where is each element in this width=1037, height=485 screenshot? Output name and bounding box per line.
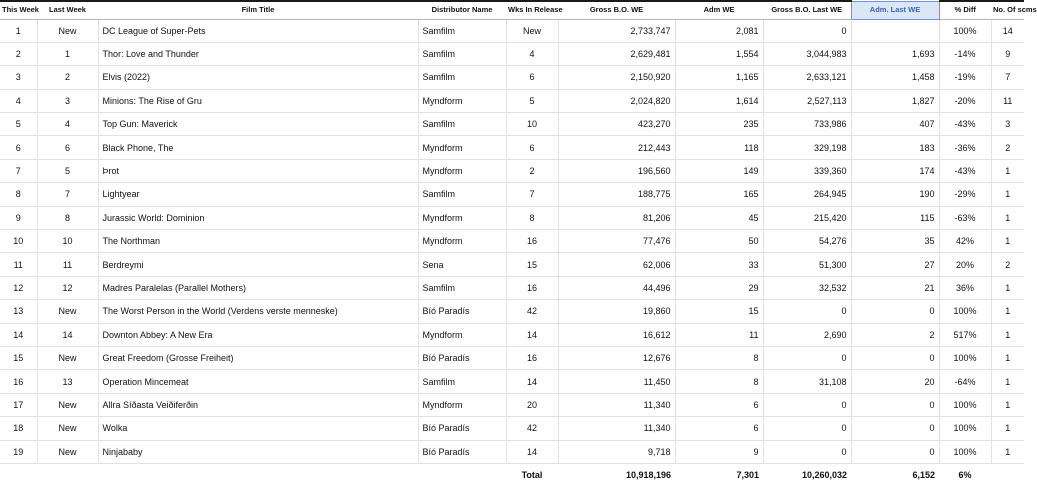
cell-adm-last-we[interactable]: 183 [851,136,939,159]
cell-no-of-scms[interactable]: 1 [991,393,1024,416]
table-row[interactable] [0,230,1024,253]
cell-gross-bo-last-we[interactable]: 2,690 [763,323,851,346]
cell-pct-diff[interactable]: -19% [939,66,991,89]
cell-adm-we[interactable]: 33 [675,253,763,276]
header-adm-last-we[interactable]: Adm. Last WE [851,1,939,19]
cell-adm-we[interactable]: 15 [675,300,763,323]
cell-no-of-scms[interactable]: 2 [991,253,1024,276]
cell-adm-we[interactable]: 45 [675,206,763,229]
cell-gross-bo-last-we[interactable]: 54,276 [763,230,851,253]
table-header [0,1,1037,19]
cell-film-title[interactable]: Allra Síðasta Veiðiferðin [98,393,418,416]
cell-gross-bo-we[interactable]: 12,676 [558,346,675,369]
cell-wks-in-release[interactable]: 16 [506,346,558,369]
cell-distributor[interactable]: Myndform [418,89,506,112]
cell-gross-bo-we[interactable]: 188,775 [558,183,675,206]
cell-wks-in-release[interactable]: 5 [506,89,558,112]
table-row[interactable] [0,136,1024,159]
cell-adm-we[interactable]: 1,165 [675,66,763,89]
cell-film-title[interactable]: Madres Paralelas (Parallel Mothers) [98,276,418,299]
cell-pct-diff[interactable]: 36% [939,276,991,299]
table-row[interactable] [0,113,1024,136]
cell-gross-bo-last-we[interactable]: 0 [763,417,851,440]
cell-adm-last-we[interactable]: 2 [851,323,939,346]
cell-this-week[interactable]: 2 [0,42,37,65]
cell-distributor[interactable]: Bíó Paradís [418,346,506,369]
cell-film-title[interactable]: Lightyear [98,183,418,206]
cell-wks-in-release[interactable]: 14 [506,440,558,463]
cell-this-week[interactable]: 5 [0,113,37,136]
cell-no-of-scms[interactable]: 1 [991,276,1024,299]
cell-last-week[interactable]: 13 [37,370,98,393]
cell-gross-bo-last-we[interactable]: 0 [763,300,851,323]
cell-distributor[interactable]: Bíó Paradís [418,300,506,323]
cell-distributor[interactable]: Myndform [418,230,506,253]
cell-distributor[interactable]: Bíó Paradís [418,440,506,463]
cell-gross-bo-last-we[interactable]: 0 [763,346,851,369]
cell-no-of-scms[interactable]: 1 [991,230,1024,253]
cell-gross-bo-last-we[interactable]: 733,986 [763,113,851,136]
cell-wks-in-release[interactable]: 15 [506,253,558,276]
cell-gross-bo-last-we[interactable]: 3,044,983 [763,42,851,65]
cell-gross-bo-we[interactable]: 2,024,820 [558,89,675,112]
header-last-week[interactable]: Last Week [37,1,98,19]
table-row[interactable] [0,42,1024,65]
cell-wks-in-release[interactable]: 16 [506,230,558,253]
cell-distributor[interactable]: Bíó Paradís [418,417,506,440]
total-adm[interactable]: 7,301 [736,469,759,480]
table-row[interactable] [0,206,1024,229]
cell-last-week[interactable]: New [37,440,98,463]
table-row[interactable] [0,440,1024,463]
cell-this-week[interactable]: 10 [0,230,37,253]
cell-gross-bo-last-we[interactable]: 0 [763,393,851,416]
cell-distributor[interactable]: Myndform [418,136,506,159]
cell-gross-bo-last-we[interactable]: 0 [763,19,851,42]
cell-gross-bo-last-we[interactable]: 31,108 [763,370,851,393]
header-pct-diff[interactable]: % Diff [939,1,991,19]
cell-adm-we[interactable]: 6 [675,393,763,416]
cell-film-title[interactable]: Ninjababy [98,440,418,463]
cell-last-week[interactable]: New [37,393,98,416]
cell-last-week[interactable]: 11 [37,253,98,276]
cell-film-title[interactable]: Þrot [98,159,418,182]
cell-gross-bo-last-we[interactable]: 51,300 [763,253,851,276]
cell-gross-bo-we[interactable]: 62,006 [558,253,675,276]
cell-gross-bo-we[interactable]: 81,206 [558,206,675,229]
cell-film-title[interactable]: Top Gun: Maverick [98,113,418,136]
cell-gross-bo-we[interactable]: 19,860 [558,300,675,323]
cell-pct-diff[interactable]: -64% [939,370,991,393]
cell-wks-in-release[interactable]: 16 [506,276,558,299]
table-footer [0,463,1024,485]
total-diff[interactable]: 6% [958,469,972,480]
cell-no-of-scms[interactable]: 3 [991,113,1024,136]
cell-last-week[interactable]: 1 [37,42,98,65]
cell-wks-in-release[interactable]: 4 [506,42,558,65]
table-row[interactable] [0,370,1024,393]
cell-gross-bo-we[interactable]: 2,150,920 [558,66,675,89]
table-row[interactable] [0,393,1024,416]
cell-distributor[interactable]: Samfilm [418,370,506,393]
cell-film-title[interactable]: The Northman [98,230,418,253]
cell-distributor[interactable]: Myndform [418,206,506,229]
cell-no-of-scms[interactable]: 1 [991,370,1024,393]
cell-pct-diff[interactable]: -63% [939,206,991,229]
cell-no-of-scms[interactable]: 11 [991,89,1024,112]
cell-no-of-scms[interactable]: 14 [991,19,1024,42]
cell-adm-last-we[interactable]: 1,693 [851,42,939,65]
cell-last-week[interactable]: 8 [37,206,98,229]
cell-adm-last-we[interactable]: 0 [851,440,939,463]
cell-adm-last-we[interactable]: 115 [851,206,939,229]
cell-no-of-scms[interactable]: 1 [991,417,1024,440]
cell-adm-we[interactable]: 9 [675,440,763,463]
cell-gross-bo-we[interactable]: 2,629,481 [558,42,675,65]
cell-adm-we[interactable]: 235 [675,113,763,136]
cell-wks-in-release[interactable]: 42 [506,417,558,440]
cell-adm-last-we[interactable]: 0 [851,393,939,416]
cell-gross-bo-we[interactable]: 16,612 [558,323,675,346]
cell-distributor[interactable]: Myndform [418,323,506,346]
cell-no-of-scms[interactable]: 1 [991,346,1024,369]
cell-last-week[interactable]: New [37,19,98,42]
cell-adm-last-we[interactable]: 1,827 [851,89,939,112]
cell-adm-last-we[interactable]: 21 [851,276,939,299]
cell-film-title[interactable]: Operation Mincemeat [98,370,418,393]
cell-pct-diff[interactable]: 100% [939,440,991,463]
table-row[interactable] [0,89,1024,112]
cell-no-of-scms[interactable]: 9 [991,42,1024,65]
cell-gross-bo-last-we[interactable]: 32,532 [763,276,851,299]
cell-wks-in-release[interactable]: New [506,19,558,42]
cell-adm-we[interactable]: 8 [675,370,763,393]
cell-wks-in-release[interactable]: 7 [506,183,558,206]
table-row[interactable] [0,346,1024,369]
cell-this-week[interactable]: 16 [0,370,37,393]
cell-last-week[interactable]: 2 [37,66,98,89]
cell-last-week[interactable]: 5 [37,159,98,182]
header-gross-bo-we[interactable]: Gross B.O. WE [558,1,675,19]
total-adm-last[interactable]: 6,152 [912,469,935,480]
cell-pct-diff[interactable]: 100% [939,393,991,416]
cell-this-week[interactable]: 11 [0,253,37,276]
cell-film-title[interactable]: Elvis (2022) [98,66,418,89]
cell-gross-bo-last-we[interactable]: 215,420 [763,206,851,229]
cell-this-week[interactable]: 3 [0,66,37,89]
cell-pct-diff[interactable]: -36% [939,136,991,159]
cell-gross-bo-we[interactable]: 2,733,747 [558,19,675,42]
cell-film-title[interactable]: Great Freedom (Grosse Freiheit) [98,346,418,369]
cell-wks-in-release[interactable]: 14 [506,370,558,393]
cell-gross-bo-we[interactable]: 212,443 [558,136,675,159]
table-row[interactable] [0,300,1024,323]
table-body [0,19,1024,463]
cell-this-week[interactable]: 19 [0,440,37,463]
cell-distributor[interactable]: Samfilm [418,19,506,42]
cell-pct-diff[interactable]: -20% [939,89,991,112]
cell-wks-in-release[interactable]: 42 [506,300,558,323]
cell-gross-bo-we[interactable]: 44,496 [558,276,675,299]
cell-no-of-scms[interactable]: 1 [991,300,1024,323]
cell-last-week[interactable]: 6 [37,136,98,159]
cell-adm-last-we[interactable]: 20 [851,370,939,393]
total-gross[interactable]: 10,918,196 [625,469,671,480]
cell-adm-we[interactable]: 6 [675,417,763,440]
cell-adm-we[interactable]: 165 [675,183,763,206]
cell-last-week[interactable]: 3 [37,89,98,112]
cell-no-of-scms[interactable]: 1 [991,440,1024,463]
cell-distributor[interactable]: Samfilm [418,183,506,206]
cell-adm-last-we[interactable]: 407 [851,113,939,136]
cell-no-of-scms[interactable]: 2 [991,136,1024,159]
cell-no-of-scms[interactable]: 1 [991,159,1024,182]
total-label: Total [521,469,543,480]
cell-last-week[interactable]: 12 [37,276,98,299]
cell-pct-diff[interactable]: -29% [939,183,991,206]
table-row[interactable] [0,276,1024,299]
cell-pct-diff[interactable]: 42% [939,230,991,253]
cell-gross-bo-last-we[interactable]: 329,198 [763,136,851,159]
cell-pct-diff[interactable]: -43% [939,113,991,136]
cell-film-title[interactable]: Jurassic World: Dominion [98,206,418,229]
table-row[interactable] [0,19,1024,42]
table-row[interactable] [0,323,1024,346]
cell-gross-bo-last-we[interactable]: 2,527,113 [763,89,851,112]
cell-adm-last-we[interactable]: 190 [851,183,939,206]
cell-adm-we[interactable]: 29 [675,276,763,299]
cell-this-week[interactable]: 13 [0,300,37,323]
table-row[interactable] [0,159,1024,182]
cell-wks-in-release[interactable]: 6 [506,66,558,89]
cell-adm-last-we[interactable]: 1,458 [851,66,939,89]
cell-distributor[interactable]: Samfilm [418,276,506,299]
cell-wks-in-release[interactable]: 2 [506,159,558,182]
cell-gross-bo-we[interactable]: 9,718 [558,440,675,463]
cell-adm-we[interactable]: 2,081 [675,19,763,42]
cell-distributor[interactable]: Samfilm [418,113,506,136]
cell-gross-bo-last-we[interactable]: 0 [763,440,851,463]
cell-this-week[interactable]: 4 [0,89,37,112]
cell-pct-diff[interactable]: -14% [939,42,991,65]
cell-wks-in-release[interactable]: 6 [506,136,558,159]
cell-adm-last-we[interactable]: 35 [851,230,939,253]
cell-pct-diff[interactable]: 100% [939,346,991,369]
cell-this-week[interactable]: 9 [0,206,37,229]
cell-this-week[interactable]: 1 [0,19,37,42]
cell-adm-we[interactable]: 8 [675,346,763,369]
total-gross-last[interactable]: 10,260,032 [801,469,847,480]
cell-adm-we[interactable]: 118 [675,136,763,159]
header-this-week[interactable]: This Week [0,1,37,19]
cell-this-week[interactable]: 17 [0,393,37,416]
cell-no-of-scms[interactable]: 1 [991,183,1024,206]
cell-film-title[interactable]: Minions: The Rise of Gru [98,89,418,112]
cell-adm-last-we[interactable]: 174 [851,159,939,182]
cell-gross-bo-last-we[interactable]: 339,360 [763,159,851,182]
cell-adm-last-we[interactable]: 0 [851,417,939,440]
cell-distributor[interactable]: Sena [418,253,506,276]
cell-last-week[interactable]: 4 [37,113,98,136]
cell-film-title[interactable]: Berdreymi [98,253,418,276]
table-row[interactable] [0,417,1024,440]
cell-wks-in-release[interactable]: 14 [506,323,558,346]
table-row[interactable] [0,183,1024,206]
cell-distributor[interactable]: Myndform [418,159,506,182]
cell-pct-diff[interactable]: 100% [939,417,991,440]
cell-gross-bo-we[interactable]: 423,270 [558,113,675,136]
cell-wks-in-release[interactable]: 10 [506,113,558,136]
cell-adm-last-we[interactable]: 0 [851,300,939,323]
cell-film-title[interactable]: Wolka [98,417,418,440]
cell-pct-diff[interactable]: 20% [939,253,991,276]
header-gross-bo-last-we[interactable]: Gross B.O. Last WE [763,1,851,19]
cell-gross-bo-we[interactable]: 196,560 [558,159,675,182]
cell-last-week[interactable]: New [37,300,98,323]
cell-pct-diff[interactable]: 517% [939,323,991,346]
cell-gross-bo-last-we[interactable]: 2,633,121 [763,66,851,89]
cell-pct-diff[interactable]: -43% [939,159,991,182]
cell-adm-last-we[interactable]: 0 [851,346,939,369]
cell-adm-we[interactable]: 1,554 [675,42,763,65]
cell-this-week[interactable]: 15 [0,346,37,369]
cell-no-of-scms[interactable]: 7 [991,66,1024,89]
cell-adm-we[interactable]: 1,614 [675,89,763,112]
cell-distributor[interactable]: Myndform [418,393,506,416]
total-row[interactable] [0,463,1024,485]
cell-distributor[interactable]: Samfilm [418,66,506,89]
cell-film-title[interactable]: The Worst Person in the World (Verdens verste menneske) [98,300,418,323]
cell-adm-last-we[interactable]: 27 [851,253,939,276]
header-adm-we[interactable]: Adm WE [675,1,763,19]
cell-adm-we[interactable]: 50 [675,230,763,253]
cell-last-week[interactable]: 14 [37,323,98,346]
cell-wks-in-release[interactable]: 8 [506,206,558,229]
table-row[interactable] [0,66,1024,89]
header-distributor[interactable]: Distributor Name [418,1,506,19]
cell-film-title[interactable]: Thor: Love and Thunder [98,42,418,65]
cell-this-week[interactable]: 14 [0,323,37,346]
cell-last-week[interactable]: 7 [37,183,98,206]
cell-this-week[interactable]: 8 [0,183,37,206]
cell-film-title[interactable]: DC League of Super-Pets [98,19,418,42]
cell-pct-diff[interactable]: 100% [939,19,991,42]
header-wks-in-release[interactable]: Wks In Release [506,1,558,19]
cell-distributor[interactable]: Samfilm [418,42,506,65]
cell-this-week[interactable]: 6 [0,136,37,159]
header-no-of-scms[interactable]: No. Of scms [991,1,1024,19]
cell-no-of-scms[interactable]: 1 [991,206,1024,229]
cell-gross-bo-we[interactable]: 11,340 [558,417,675,440]
cell-gross-bo-last-we[interactable]: 264,945 [763,183,851,206]
cell-adm-we[interactable]: 149 [675,159,763,182]
cell-last-week[interactable]: New [37,346,98,369]
cell-film-title[interactable]: Downton Abbey: A New Era [98,323,418,346]
cell-this-week[interactable]: 12 [0,276,37,299]
cell-this-week[interactable]: 7 [0,159,37,182]
cell-gross-bo-we[interactable]: 11,340 [558,393,675,416]
cell-no-of-scms[interactable]: 1 [991,323,1024,346]
cell-adm-we[interactable]: 11 [675,323,763,346]
cell-last-week[interactable]: New [37,417,98,440]
cell-this-week[interactable]: 18 [0,417,37,440]
cell-adm-last-we[interactable] [851,19,939,42]
cell-pct-diff[interactable]: 100% [939,300,991,323]
cell-wks-in-release[interactable]: 20 [506,393,558,416]
header-film-title[interactable]: Film Title [98,1,418,19]
table-row[interactable] [0,253,1024,276]
cell-last-week[interactable]: 10 [37,230,98,253]
cell-gross-bo-we[interactable]: 77,476 [558,230,675,253]
cell-gross-bo-we[interactable]: 11,450 [558,370,675,393]
cell-film-title[interactable]: Black Phone, The [98,136,418,159]
